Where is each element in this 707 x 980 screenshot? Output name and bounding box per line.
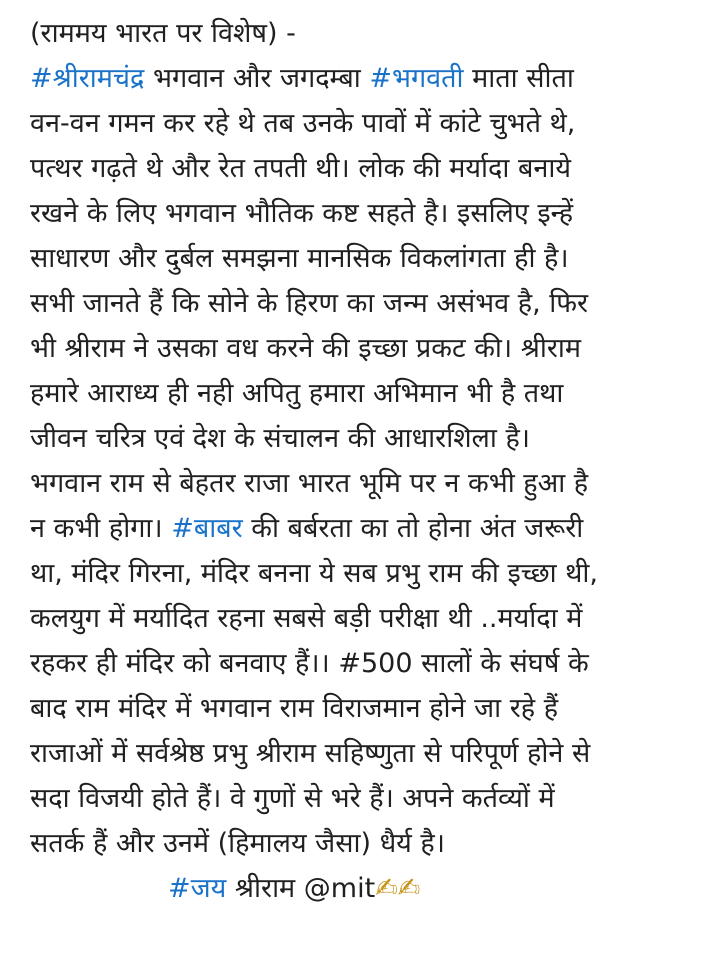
post-line: रहकर ही मंदिर को बनवाए हैं।। #500 सालों के संघर्ष के: [30, 648, 589, 679]
signature-line: [168, 869, 688, 909]
post-line: साधारण और दुर्बल समझना मानसिक विकलांगता ही है।: [30, 243, 569, 274]
post-line: कलयुग में मर्यादित रहना सबसे बड़ी परीक्षा थी ..मर्यादा में: [30, 603, 583, 634]
hashtag-shriramchandra[interactable]: #श्रीरामचंद्र: [30, 63, 145, 94]
post-line: रखने के लिए भगवान भौतिक कष्ट सहते है। इसलिए इन्हें: [30, 198, 574, 229]
post-line: जीवन चरित्र एवं देश के संचालन की आधारशिला है।: [30, 423, 531, 454]
line-text: माता सीता: [463, 63, 574, 94]
hashtag-bhagwati[interactable]: #भगवती: [369, 63, 464, 94]
hashtag-jai[interactable]: #जय: [168, 873, 227, 904]
line-text: की बर्बरता का तो होना अंत जरूरी: [242, 513, 584, 544]
post-line: [30, 509, 700, 549]
post-line: भगवान राम से बेहतर राजा भारत भूमि पर न कभी हुआ है: [30, 468, 589, 499]
writing-hand-icon: ✍✍: [375, 873, 421, 904]
line-text: न कभी होगा।: [30, 513, 172, 544]
post-line: (राममय भारत पर विशेष) -: [30, 18, 296, 49]
post-line: सभी जानते हैं कि सोने के हिरण का जन्म असंभव है, फिर: [30, 288, 589, 319]
post-line: सतर्क हैं और उनमें (हिमालय जैसा) धैर्य है।: [30, 828, 445, 859]
post-line: [30, 59, 700, 99]
post-line: बाद राम मंदिर में भगवान राम विराजमान होने जा रहे हैं: [30, 693, 559, 724]
post-line: राजाओं में सर्वश्रेष्ठ प्रभु श्रीराम सहिष्णुता से परिपूर्ण होने से: [30, 738, 591, 769]
post-line: भी श्रीराम ने उसका वध करने की इच्छा प्रकट की। श्रीराम: [30, 333, 582, 364]
post-line: हमारे आराध्य ही नही अपितु हमारा अभिमान भी है तथा: [30, 378, 564, 409]
post-line: वन-वन गमन कर रहे थे तब उनके पावों में कांटे चुभते थे,: [30, 108, 576, 139]
post-line: पत्थर गढ़ते थे और रेत तपती थी। लोक की मर्यादा बनाये: [30, 153, 572, 184]
post-line: सदा विजयी होते हैं। वे गुणों से भरे हैं। अपने कर्तव्यों में: [30, 783, 555, 814]
line-text: भगवान और जगदम्बा: [144, 63, 370, 94]
signature-text: श्रीराम @mit: [226, 873, 376, 904]
hashtag-babar[interactable]: #बाबर: [171, 513, 243, 544]
post-line: था, मंदिर गिरना, मंदिर बनना ये सब प्रभु राम की इच्छा थी,: [30, 558, 598, 589]
